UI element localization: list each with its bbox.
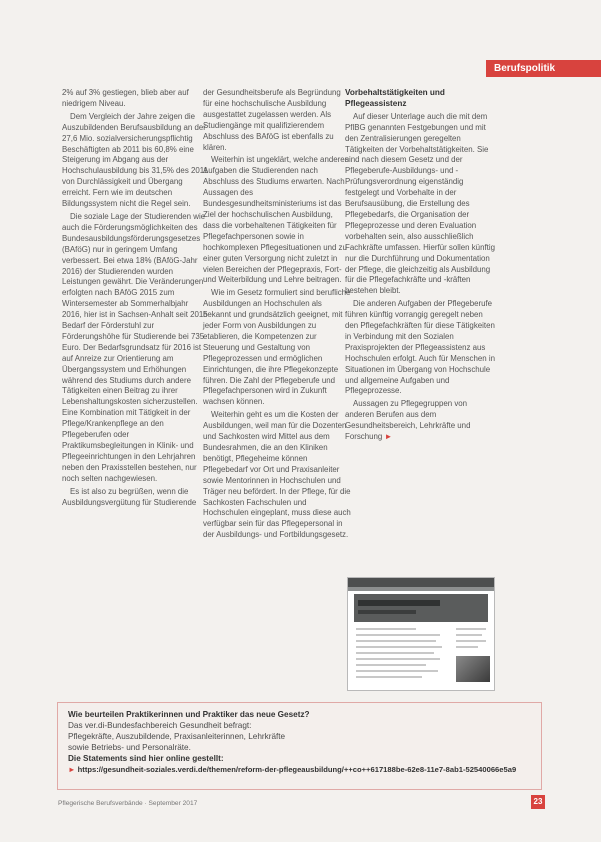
section-tab: Berufspolitik <box>486 60 601 77</box>
link-arrow-icon: ► <box>68 765 76 774</box>
text-line <box>356 646 442 648</box>
website-banner <box>354 594 488 622</box>
paragraph: Dem Vergleich der Jahre zeigen die Auszubildenden Berufsausbildung an der 27,6 Mio. sozialversicherungspflichtig Beschäftigten ab 2011 bis 60,8% eine Steigerung im Abgang aus der Hochschulausbildung bis 31,5% des 2011 von Durchlässigkeit und Übergang erreicht. Fern wie im deutschen Bildungssystem nicht die Regel sein. <box>62 111 208 209</box>
banner-block <box>358 610 416 614</box>
text-line <box>356 658 440 660</box>
text-line <box>356 640 436 642</box>
text-line <box>356 664 426 666</box>
text-column-3 <box>345 88 495 445</box>
info-box-line: sowie Betriebs- und Personalräte. <box>68 743 191 752</box>
text-column-2 <box>203 88 351 543</box>
page-number: 23 <box>531 795 545 809</box>
paragraph: Die soziale Lage der Studierenden wie auch die Förderungsmöglichkeiten des Bundesausbildungsförderungsgesetzes (BAföG) nur in geringem Umfang verbessert. Bei etwa 18% (BAföG-Jahr 2016) der Studierenden wurden Leistungen gewährt. Die Veränderungen erfolgten nach BAföG 2015 zum Wintersemester ab Sommerhalbjahr 2016, hier ist in Sachsen-Anhalt seit 2015 Bedarf der Förderstuhl zur Förderungshöhe für Studierende bei 735 Euro. Der Bedarfsgrundsatz für 2016 ist auf Anreize zur Orientierung am Übergangssystem und Erhöhungen während des Studiums durch andere Tätigkeiten einen Beitrag zu ihrer Lebenshaltungskosten sicherzustellen. Eine Kombination mit Tätigkeit in der Pflege/Krankenpflege an den Pflegeberufen oder Praktikumsbegleitungen in Klinik- und Pflegeeinrichtungen in den Lehrjahren neben den Praxisstellen bestehen, nur noch selten nachgewiesen. <box>62 211 208 483</box>
info-box-title: Wie beurteilen Praktikerinnen und Praktiker das neue Gesetz? <box>68 710 310 719</box>
website-screenshot-image <box>347 577 495 691</box>
paragraph: Weiterhin geht es um die Kosten der Ausbildungen, weil man für die Dozenten und Sachkosten wird Mittel aus dem Bundesrahmen, die an den Kliniken benötigt, Pflegeheime können Pflegebedarf vor Ort und Praxisanleiter sowie Mentorinnen in Hochschulen und Träger neu befördert. In der Pflege, für die Sachkosten Fachschulen und Hochschulen eingeplant, muss diese auch verfügbar sein für das Pflegepersonal in der Ausbildungs- und Fortbildungsgesetz. <box>203 410 351 540</box>
portrait-photo <box>456 656 490 682</box>
info-box-url[interactable] <box>68 764 533 775</box>
text-line <box>456 628 486 630</box>
text-line <box>456 646 478 648</box>
text-line <box>356 652 434 654</box>
website-sidebar <box>456 626 490 684</box>
text-line <box>356 628 416 630</box>
column-heading: Vorbehaltstätigkeiten und Pflegeassistenz <box>345 88 445 108</box>
website-header-bar <box>348 578 494 587</box>
url-text[interactable]: https://gesundheit-soziales.verdi.de/themen/reform-der-pflegeausbildung/++co++617188be-62e8-11e7-8ab1-52540066e5a9 <box>77 765 517 774</box>
website-body <box>348 622 494 691</box>
continue-arrow-icon: ► <box>384 432 393 442</box>
info-box-statement: Die Statements sind hier online gestellt: <box>68 754 224 763</box>
website-nav-bar <box>348 587 494 591</box>
text-line <box>456 640 486 642</box>
info-box-line: Pflegekräfte, Auszubildende, Praxisanleiterinnen, Lehrkräfte <box>68 732 286 741</box>
paragraph <box>345 399 495 443</box>
paragraph: Die anderen Aufgaben der Pflegeberufe führen künftig vorrangig geregelt neben den Pflegefachkräften für diese Tätigkeiten in Verbindung mit den Sozialen Praxisprojekten der Pflegeassistenz aus Hochschulen erfolgt. Auch für Menschen in Situationen im Übergang von Hochschule und allgemeine Aufgaben und Pflegeprozesse. <box>345 299 496 396</box>
info-box-line: Das ver.di-Bundesfachbereich Gesundheit befragt: <box>68 721 252 730</box>
banner-block <box>358 600 440 606</box>
info-box <box>57 702 542 790</box>
paragraph: Es ist also zu begrüßen, wenn die Ausbildungsvergütung für Studierende <box>62 486 197 507</box>
text-line <box>456 634 482 636</box>
paragraph: Weiterhin ist ungeklärt, welche anderen Aufgaben die Studierenden nach Abschluss des Studiums erwarten. Nach Aussagen des Bundesgesundheitsministeriums ist das Ziel der hochschulischen Ausbildung, dass die vorbehaltenen Tätigkeiten für Pflegefachpersonen sowie in hochkomplexen Pflegesituationen und zu einer guten Versorgung nicht zuletzt in vielen Bereichen der Pflegepraxis, Fort- und Weiterbildung und Lehre beitragen. <box>203 155 350 285</box>
paragraph: der Gesundheitsberufe als Begründung für eine hochschulische Ausbildung ausgestattet zugelassen werden. Als Studiengänge mit qualifizierendem Abschluss des BAföG ist ebenfalls zu klären. <box>203 88 341 152</box>
paragraph-text: Aussagen zu Pflegegruppen von anderen Berufen aus dem Gesundheitsbereich, Lehrkräfte und Forschung <box>345 399 471 442</box>
text-line <box>356 676 422 678</box>
paragraph: 2% auf 3% gestiegen, blieb aber auf niedrigem Niveau. <box>62 88 189 108</box>
paragraph: Wie im Gesetz formuliert sind berufliche Ausbildungen an Hochschulen als bekannt und grundsätzlich geeignet, mit jeder Form von Ausbildungen zu etablieren, die Kompetenzen zur Steuerung und Gestaltung von Pflegeprozessen und ermöglichen Einrichtungen, die ihre Pflegekonzepte führen. Die Zahl der Pflegeberufe und Pflegefachpersonen wird in Zukunft wachsen können. <box>203 288 351 407</box>
text-line <box>356 670 438 672</box>
paragraph: Auf dieser Unterlage auch die mit dem PflBG genannten Festgebungen und mit den Zentralisierungen geregelten Tätigkeiten der Vorbehaltstätigkeiten. Sie sind nach diesem Gesetz und der Pflegeberufe-Ausbildungs- und -Prüfungsverordnung eigenständig festgelegt und Vorbehalte in der Berufsausübung, die Erstellung des Pflegebedarfs, die Organisation der Pflegeprozesse und deren Evaluation vorbehalten sein, also ausschließlich Fachkräfte umfassen. Hierfür sollen künftig nur die Durchführung und Dokumentation der Pflege, die gleichzeitig als Ausbildung für die Pflegefachkräfte und -kräften bestehen bleibt. <box>345 111 495 296</box>
footer-text: Pflegerische Berufsverbände · September 2017 <box>58 800 198 807</box>
text-line <box>356 634 440 636</box>
text-column-1 <box>62 88 210 510</box>
